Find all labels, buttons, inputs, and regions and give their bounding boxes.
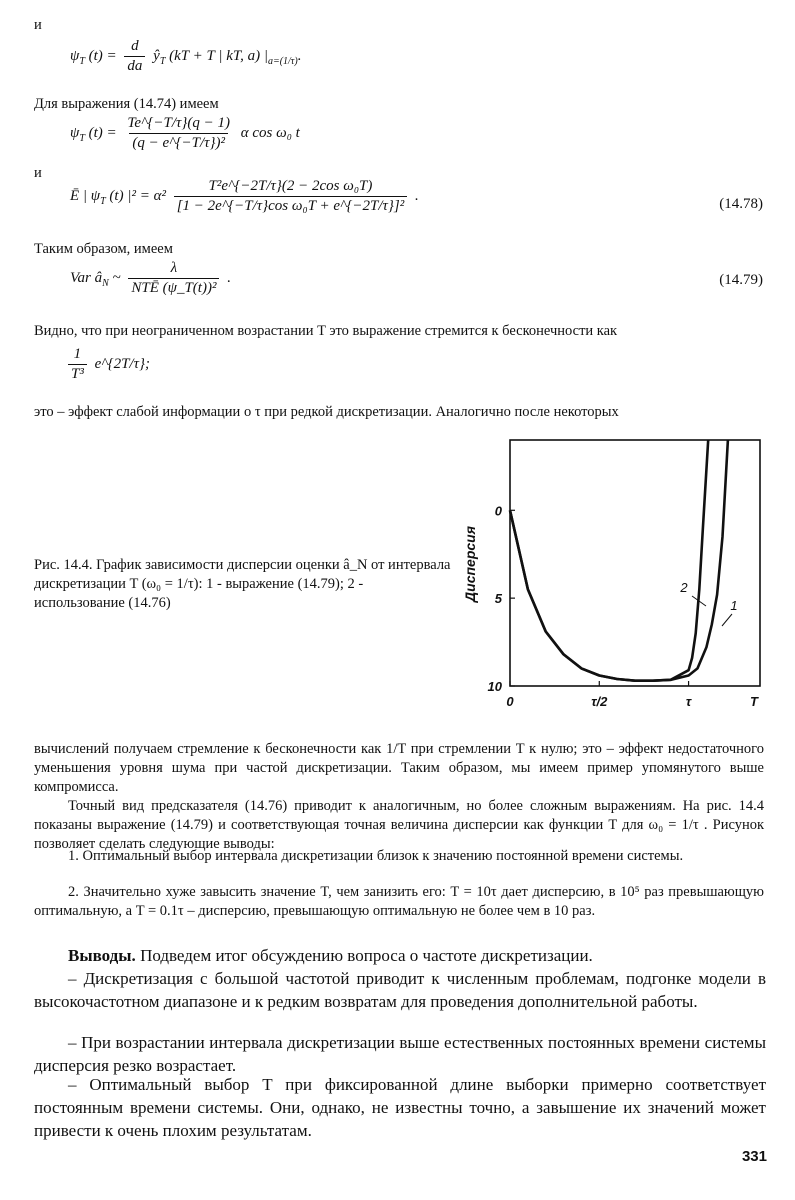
frac-num: λ [170, 260, 178, 276]
eq-eval-sub: a=(1/τ) [267, 55, 298, 67]
x-tick-label: τ [685, 694, 692, 709]
chart-dispersion-vs-interval [460, 436, 780, 716]
eq-end: . [414, 187, 419, 204]
caption-text: Рис. 14.4. График зависимости дисперсии оценки â_N от интервала дискретизации T (ω₀ = 1/τ): 1 - выражение (14.79); 2 - использование (14.76) [34, 557, 451, 611]
eq-fraction [128, 260, 219, 297]
eq-fraction [124, 38, 145, 75]
eq-sub: T [100, 195, 106, 207]
eq-fraction [124, 115, 233, 152]
text-bullet-1: – Дискретизация с большой частотой приводит к численным проблемам, подгонке модели в высокочастотном диапазоне и к редким возвратам для проведения дополнительной работы. [34, 969, 766, 1011]
y-tick-label: 5 [494, 591, 502, 607]
equation-14-78 [70, 178, 419, 215]
text-thus-we-have: Таким образом, имеем [34, 241, 173, 257]
text-conclusions [34, 944, 766, 967]
frac-num: Te^{−T/τ}(q − 1) [127, 115, 230, 131]
eq-fraction [68, 346, 87, 383]
text-bullet-3: – Оптимальный выбор T при фиксированной длине выборки примерно соответствует постоянным времени системы. Они, однако, не известны точно, а завышение их значений может привести к очень плохим результатам. [34, 1075, 766, 1140]
text-item-2: 2. Значительно хуже завысить значение T, чем занизить его: T = 10τ дает дисперсию, в 10⁵ раз превышающую оптимальную, а T = 0.1τ – дисперсию, превышающую оптимальную не более чем в 10 раз. [34, 884, 764, 919]
eq-sub: T [159, 55, 166, 67]
conclusions-heading: Выводы. [68, 946, 136, 965]
y-tick-label: 10 [487, 679, 502, 694]
eq-end: . [297, 47, 302, 64]
eq-sub: N [102, 277, 109, 289]
equation-number-14-78: (14.78) [719, 196, 763, 212]
y-tick-label: 0 [494, 503, 502, 519]
eq-fraction [174, 178, 408, 215]
eq-symbol: ψ [70, 124, 80, 141]
text-line-effect: это – эффект слабой информации о τ при редкой дискретизации. Аналогично после некоторых [34, 404, 619, 420]
figure-caption [34, 556, 454, 613]
frac-den: NTĒ (ψ_T(t))² [128, 278, 219, 297]
text-para-exact: Точный вид предсказателя (14.76) приводит к аналогичным, но более сложным выражениям. На рис. 14.4 показаны выражение (14.79) и соответствующая точная величина дисперсии как функции T для ω₀ = 1/τ . Рисунок позволяет сделать следующие выводы: [34, 798, 764, 852]
eq-sub: T [79, 55, 85, 67]
equation-limit [64, 346, 150, 383]
x-tick-label: τ/2 [591, 694, 608, 709]
eq-arg: (t) = [88, 47, 117, 64]
curve-label: 2 [680, 580, 688, 595]
eq-symbol: Var â [70, 269, 103, 286]
eq-sub: T [79, 132, 85, 144]
equation-psi-definition [70, 38, 301, 75]
eq-rhs: α cos ω₀ t [240, 124, 300, 141]
frac-num: 1 [73, 346, 82, 362]
x-axis-label: T [750, 694, 758, 709]
equation-number-14-79: (14.79) [719, 272, 763, 288]
eq-arg: (kT + T | kT, a) | [169, 47, 268, 64]
frac-den: T³ [68, 364, 87, 383]
frac-den: [1 − 2e^{−T/τ}cos ω₀T + e^{−2T/τ}]² [174, 196, 408, 215]
eq-end: . [227, 269, 231, 286]
conclusions-intro: Подведем итог обсуждению вопроса о частоте дискретизации. [135, 946, 593, 965]
curve-label-leader [722, 614, 732, 626]
text-item-1: 1. Оптимальный выбор интервала дискретизации близок к значению постоянной времени системы. [68, 848, 684, 864]
equation-psi-expression [70, 115, 300, 152]
x-tick-label: 0 [506, 694, 514, 709]
text-conj-and-2: и [34, 165, 42, 181]
text-intro-14-74: Для выражения (14.74) имеем [34, 96, 219, 112]
axis-y-label: Дисперсия [462, 526, 478, 602]
eq-arg: (t) = [88, 124, 117, 141]
eq-sim: ~ [112, 269, 121, 286]
equation-14-79 [70, 260, 231, 297]
page-number: 331 [741, 1148, 767, 1165]
curve-label: 1 [730, 598, 738, 613]
eq-symbol: ψ [70, 47, 80, 64]
frac-den: da [124, 56, 145, 75]
eq-rhs: e^{2T/τ}; [94, 355, 150, 372]
eq-arg: (t) |² = α² [109, 187, 166, 204]
series-line-2 [510, 440, 708, 681]
text-line-seen: Видно, что при неограниченном возрастании T это выражение стремится к бесконечности как [34, 323, 618, 339]
eq-symbol: ŷ [153, 47, 160, 64]
text-conj-and: и [34, 17, 42, 33]
text-bullet-2: – При возрастании интервала дискретизации выше естественных постоянных времени системы дисперсия резко возрастает. [34, 1033, 766, 1075]
eq-symbol: Ē | ψ [70, 187, 101, 204]
plot-frame [510, 440, 760, 686]
frac-den: (q − e^{−T/τ})² [129, 133, 228, 152]
frac-num: d [131, 38, 139, 54]
frac-num: T²e^{−2T/τ}(2 − 2cos ω₀T) [208, 178, 373, 194]
text-para-after-figure: вычислений получаем стремление к бесконечности как 1/T при стремлении T к нулю; это – эффект недостаточного уменьшения уровня шума при частой дискретизации. Таким образом, мы имеем пример упомянутого выше компромисса. [34, 741, 764, 795]
